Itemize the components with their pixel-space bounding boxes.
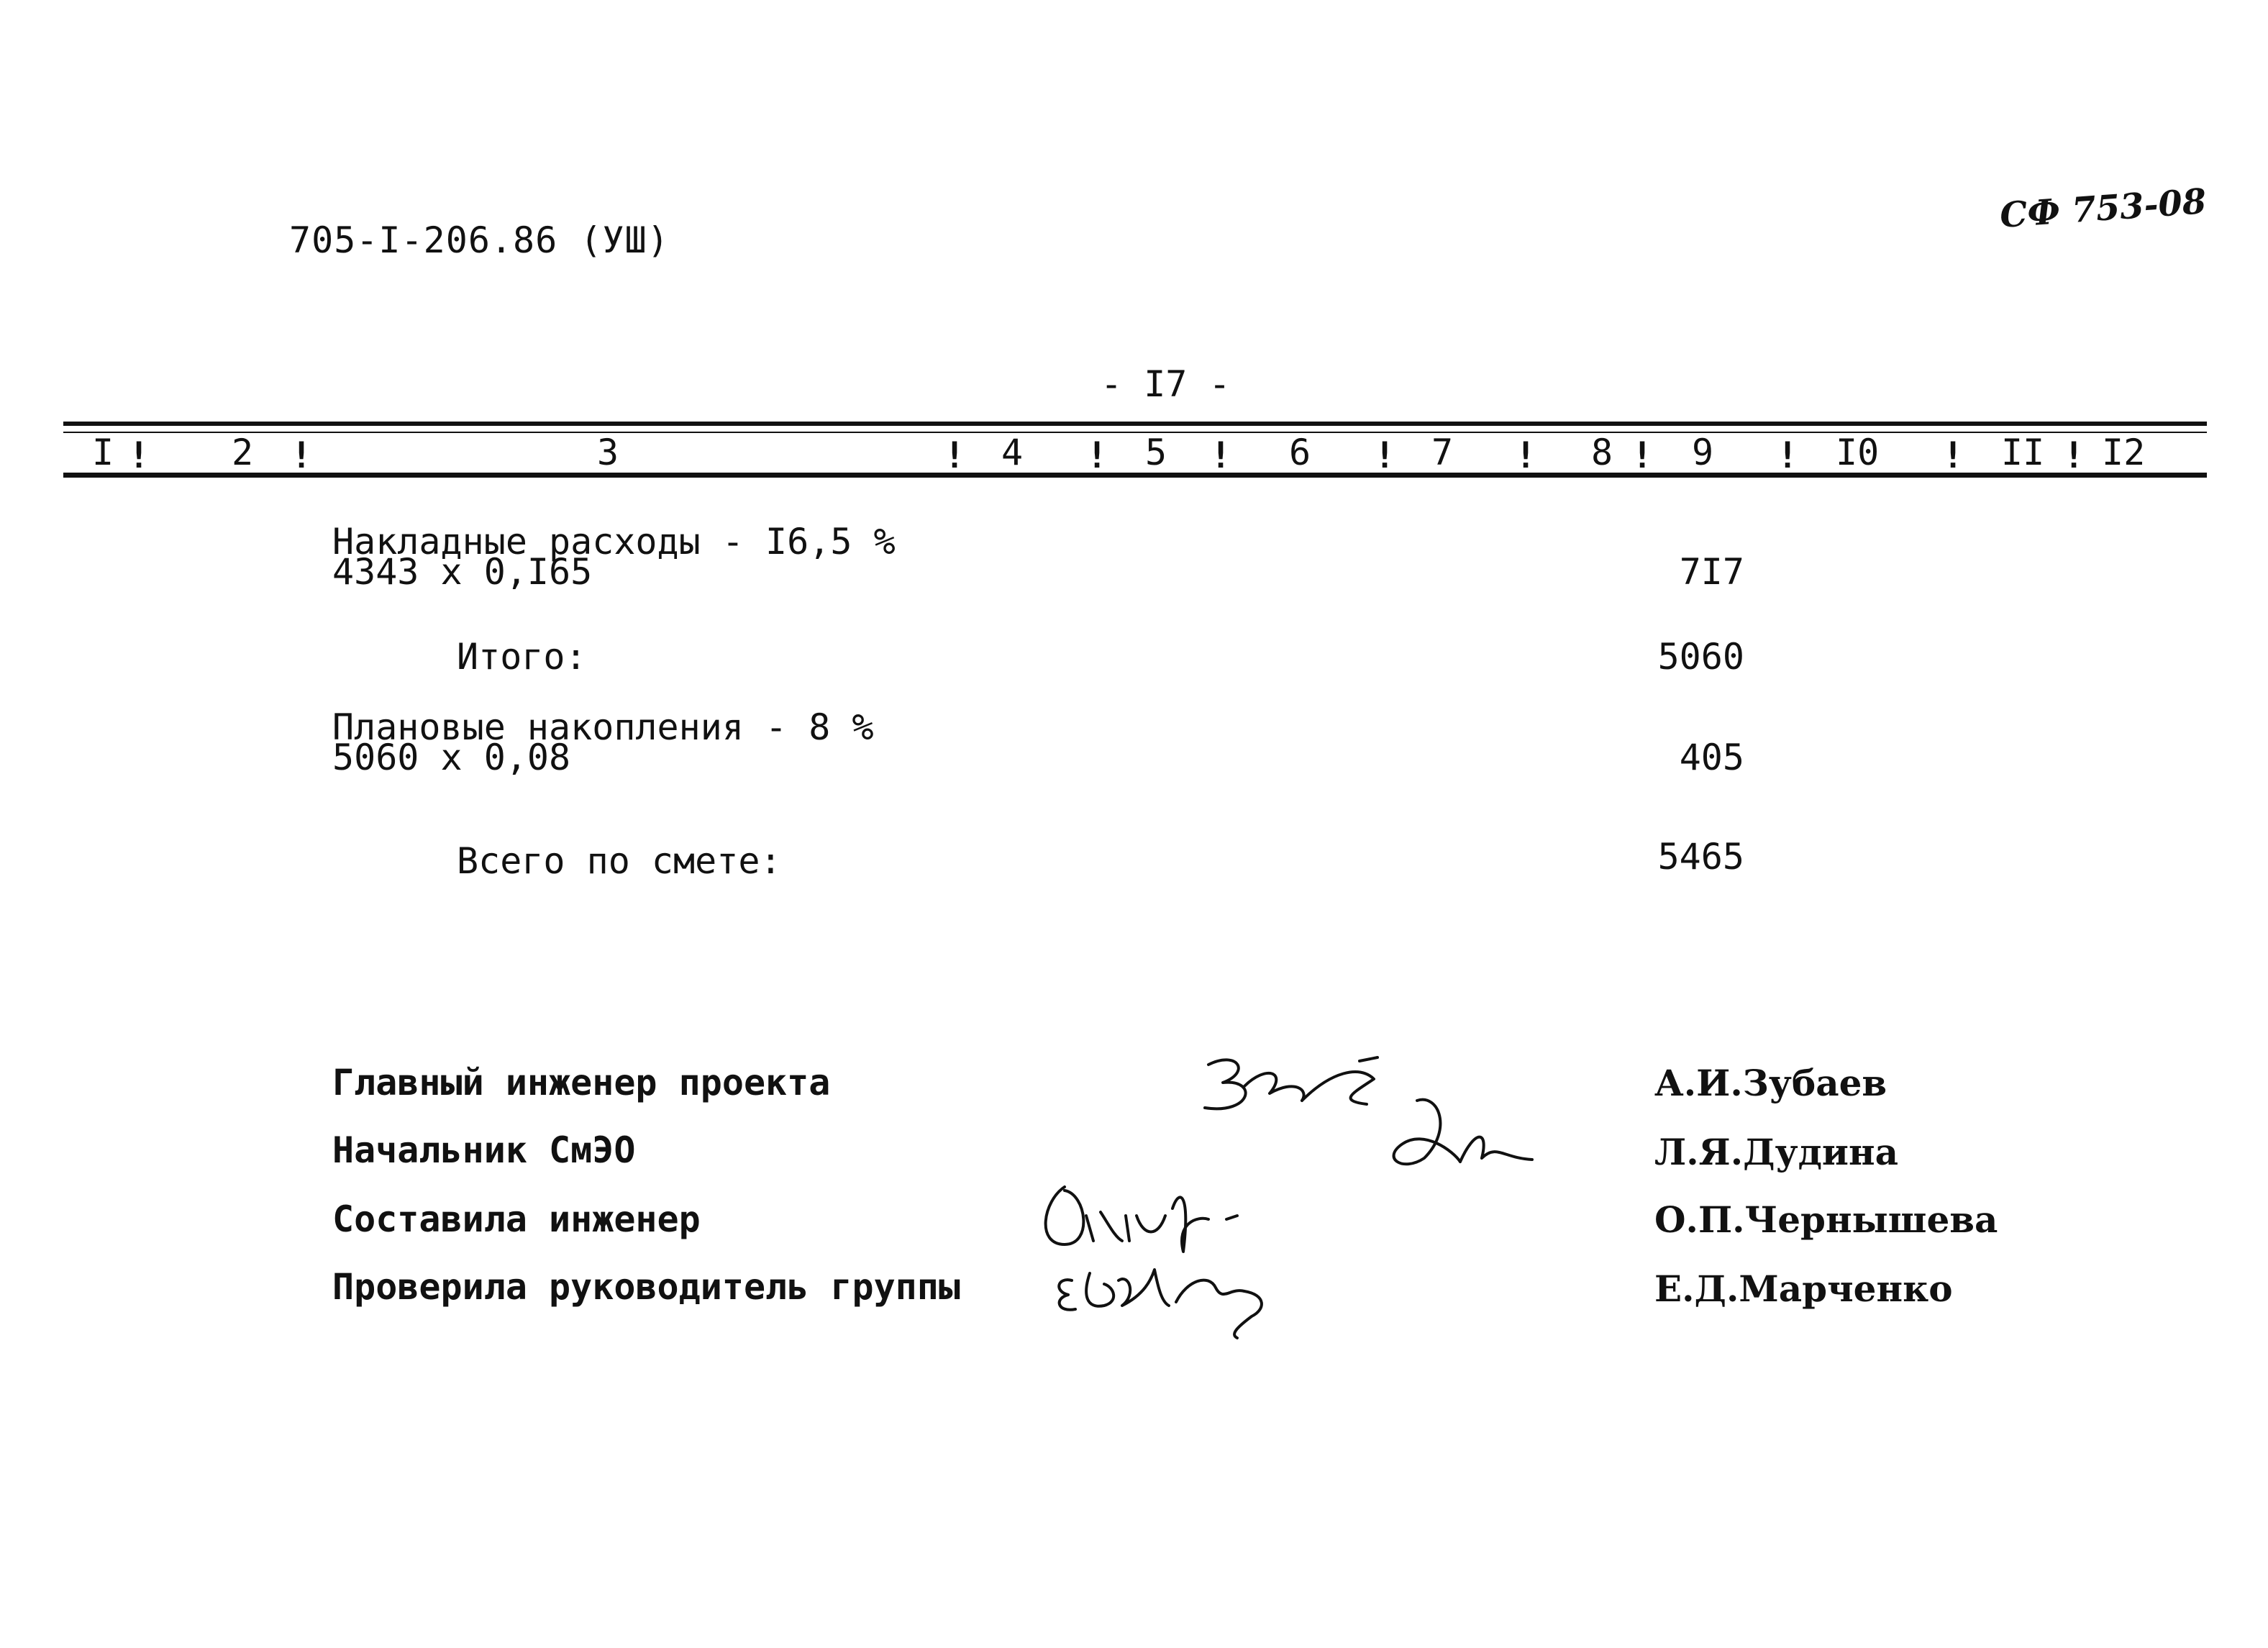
column-header-4: 4 bbox=[1001, 432, 1024, 473]
column-header-8: 8 bbox=[1591, 432, 1613, 473]
column-separator: ! bbox=[1942, 434, 1964, 476]
column-separator: ! bbox=[944, 434, 966, 476]
signature-role-checker: Проверила руководитель группы bbox=[332, 1266, 960, 1308]
column-separator: ! bbox=[1631, 434, 1654, 476]
column-header-10: I0 bbox=[1836, 432, 1880, 473]
column-header-3: 3 bbox=[597, 432, 619, 473]
overhead-value: 7I7 bbox=[1679, 551, 1744, 593]
column-separator: ! bbox=[1374, 434, 1396, 476]
table-rule-mid bbox=[63, 432, 2207, 433]
overhead-calc: 4343 х 0,I65 bbox=[332, 551, 593, 593]
savings-value: 405 bbox=[1679, 737, 1744, 778]
signature-name-compiler: О.П.Чернышева bbox=[1654, 1198, 1998, 1241]
column-header-6: 6 bbox=[1289, 432, 1311, 473]
column-separator: ! bbox=[1086, 434, 1108, 476]
signature-name-chief-engineer: А.И.Зубаев bbox=[1654, 1062, 1887, 1104]
page-number: - I7 - bbox=[1101, 363, 1231, 405]
signature-role-chief-engineer: Главный инженер проекта bbox=[332, 1062, 831, 1103]
signature-name-department-head: Л.Я.Дудина bbox=[1654, 1131, 1898, 1173]
column-header-7: 7 bbox=[1431, 432, 1454, 473]
savings-calc: 5060 х 0,08 bbox=[332, 737, 571, 778]
column-separator: ! bbox=[2063, 434, 2085, 476]
column-header-11: II bbox=[2001, 432, 2045, 473]
column-separator: ! bbox=[128, 434, 150, 476]
column-header-5: 5 bbox=[1145, 432, 1167, 473]
column-header-12: I2 bbox=[2102, 432, 2146, 473]
column-header-1: I bbox=[92, 432, 114, 473]
subtotal-value: 5060 bbox=[1657, 636, 1744, 678]
document-code: 705-I-206.86 (УШ) bbox=[289, 219, 670, 261]
table-rule-top bbox=[63, 422, 2207, 426]
handwritten-signature-department-head bbox=[1374, 1086, 1547, 1180]
savings-label: Плановые накопления - 8 % bbox=[332, 706, 874, 748]
signature-role-compiler: Составила инженер bbox=[332, 1198, 701, 1240]
overhead-label: Накладные расходы - I6,5 % bbox=[332, 521, 896, 563]
column-separator: ! bbox=[1777, 434, 1799, 476]
column-header-2: 2 bbox=[232, 432, 254, 473]
total-value: 5465 bbox=[1657, 836, 1744, 878]
column-separator: ! bbox=[1515, 434, 1537, 476]
column-separator: ! bbox=[291, 434, 313, 476]
subtotal-label: Итого: bbox=[457, 636, 587, 678]
handwritten-signature-checker bbox=[1050, 1244, 1288, 1338]
table-rule-bottom bbox=[63, 473, 2207, 478]
signature-role-department-head: Начальник СмЭО bbox=[332, 1129, 636, 1171]
total-label: Всего по смете: bbox=[457, 840, 782, 882]
archive-mark: СФ 753-08 bbox=[1998, 181, 2208, 236]
column-header-9: 9 bbox=[1692, 432, 1714, 473]
signature-name-checker: Е.Д.Марченко bbox=[1654, 1267, 1953, 1310]
column-separator: ! bbox=[1210, 434, 1232, 476]
